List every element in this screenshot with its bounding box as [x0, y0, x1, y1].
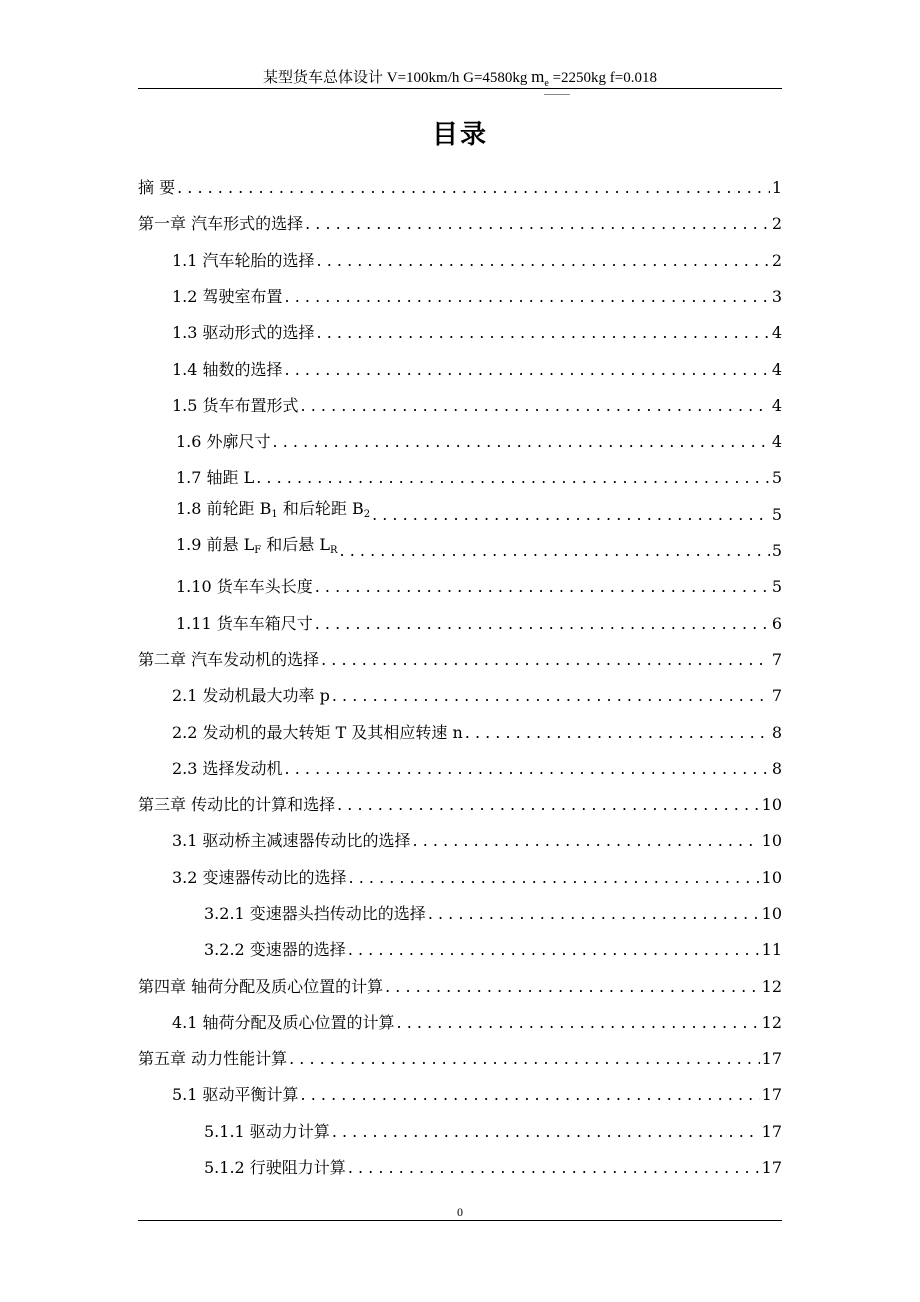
- toc-entry-page: 4: [771, 432, 782, 451]
- toc-dot-leader: [315, 614, 770, 634]
- toc-entry-page: 6: [771, 614, 782, 633]
- toc-dot-leader: [256, 468, 770, 488]
- toc-entry-page: 12: [761, 1013, 782, 1032]
- toc-entry[interactable]: [172, 815, 782, 851]
- header-me: $m_e$: [531, 67, 549, 89]
- toc-entry-page: 17: [761, 1122, 782, 1141]
- toc-entry-page: 8: [771, 759, 782, 778]
- toc-entry[interactable]: [176, 416, 782, 452]
- toc-dot-leader: [413, 831, 760, 851]
- toc-entry-page: 7: [771, 650, 782, 669]
- toc-entry-label: 3.1 驱动桥主减速器传动比的选择: [172, 831, 411, 850]
- toc-entry[interactable]: [172, 707, 782, 743]
- page-title: 目录: [431, 120, 488, 150]
- toc-dot-leader: [385, 977, 760, 997]
- toc-entry-page: 10: [761, 795, 782, 814]
- toc-entry-page: 11: [761, 940, 782, 959]
- toc-entry-label: 1.6 外廓尺寸: [176, 432, 271, 451]
- toc-dot-leader: [285, 287, 770, 307]
- toc-entry[interactable]: [138, 634, 782, 670]
- toc-entry[interactable]: [172, 235, 782, 271]
- toc-entry-page: 10: [761, 868, 782, 887]
- toc-entry-label: 2.3 选择发动机: [172, 759, 283, 778]
- toc-entry[interactable]: [172, 307, 782, 343]
- toc-dot-leader: [177, 178, 770, 198]
- toc-entry-label: 1.8 前轮距 $B_1$ 和后轮距 $B_2$: [176, 499, 371, 520]
- page-number: 0: [457, 1205, 463, 1219]
- toc-entry-label: 1.10 货车车头长度: [176, 577, 313, 596]
- toc-dot-leader: [348, 1158, 760, 1178]
- header-notch: [544, 94, 570, 95]
- toc-entry-label: 3.2.1 变速器头挡传动比的选择: [204, 904, 426, 923]
- toc-entry[interactable]: [176, 489, 782, 525]
- toc-entry-page: 5: [771, 505, 782, 524]
- toc-entry-label: 3.2 变速器传动比的选择: [172, 868, 347, 887]
- toc-dot-leader: [428, 904, 760, 924]
- toc-entry-page: 5: [771, 541, 782, 560]
- toc-entry-label: 摘 要: [138, 178, 176, 197]
- toc-entry[interactable]: [172, 344, 782, 380]
- toc-entry-page: 17: [761, 1158, 782, 1177]
- toc-entry[interactable]: [204, 888, 782, 924]
- toc-entry[interactable]: [138, 1033, 782, 1069]
- toc-dot-leader: [285, 759, 770, 779]
- footer-rule: [138, 1220, 782, 1221]
- toc-entry-label: 1.7 轴距 L: [176, 468, 255, 487]
- toc-entry-label: 4.1 轴荷分配及质心位置的计算: [172, 1013, 395, 1032]
- toc-entry-page: 12: [761, 977, 782, 996]
- toc-entry[interactable]: [204, 1106, 782, 1142]
- toc-entry-page: 10: [761, 831, 782, 850]
- toc-entry-label: 第二章 汽车发动机的选择: [138, 650, 320, 669]
- toc-entry-label: 1.1 汽车轮胎的选择: [172, 251, 315, 270]
- toc-entry-page: 4: [771, 323, 782, 342]
- toc-dot-leader: [465, 723, 770, 743]
- toc-entry-label: 2.1 发动机最大功率 p: [172, 686, 330, 705]
- toc-entry[interactable]: [204, 924, 782, 960]
- toc-entry-label: 1.4 轴数的选择: [172, 360, 283, 379]
- toc-entry-page: 8: [771, 723, 782, 742]
- toc-entry-page: 2: [771, 214, 782, 233]
- toc-dot-leader: [305, 214, 770, 234]
- toc-entry-label: 第四章 轴荷分配及质心位置的计算: [138, 977, 384, 996]
- toc-entry-page: 17: [761, 1085, 782, 1104]
- toc-entry-label: 5.1.1 驱动力计算: [204, 1122, 330, 1141]
- toc-dot-leader: [332, 1122, 760, 1142]
- toc-entry-page: 10: [761, 904, 782, 923]
- toc-entry[interactable]: [172, 852, 782, 888]
- toc-entry-page: 3: [771, 287, 782, 306]
- toc-entry[interactable]: [172, 997, 782, 1033]
- running-header: [138, 68, 782, 93]
- header-prefix: 某型货车总体设计 V=100km/h G=4580kg: [262, 70, 532, 86]
- toc-entry-label: 5.1 驱动平衡计算: [172, 1085, 299, 1104]
- toc-dot-leader: [372, 505, 770, 525]
- toc-entry[interactable]: [176, 561, 782, 597]
- toc-entry-page: 5: [771, 577, 782, 596]
- toc-dot-leader: [301, 1085, 760, 1105]
- toc-entry-page: 17: [761, 1049, 782, 1068]
- toc-entry[interactable]: [176, 525, 782, 561]
- toc-dot-leader: [349, 868, 760, 888]
- toc-dot-leader: [301, 396, 770, 416]
- toc-entry-label: 1.9 前悬 $L_F$ 和后悬 $L_R$: [176, 535, 338, 556]
- toc-dot-leader: [397, 1013, 760, 1033]
- toc-entry-label: 1.3 驱动形式的选择: [172, 323, 315, 342]
- toc-entry-page: 7: [771, 686, 782, 705]
- toc-dot-leader: [337, 795, 760, 815]
- toc-entry[interactable]: [138, 198, 782, 234]
- toc-entry[interactable]: [138, 961, 782, 997]
- header-rule: [138, 88, 782, 89]
- toc-entry-page: 4: [771, 360, 782, 379]
- toc-dot-leader: [285, 360, 770, 380]
- toc-entry[interactable]: [172, 743, 782, 779]
- toc-entry[interactable]: [138, 162, 782, 198]
- toc-entry-label: 第一章 汽车形式的选择: [138, 214, 304, 233]
- toc-dot-leader: [317, 323, 770, 343]
- toc-entry-label: 第五章 动力性能计算: [138, 1049, 288, 1068]
- toc-entry-label: 1.5 货车布置形式: [172, 396, 299, 415]
- toc-entry[interactable]: [176, 598, 782, 634]
- toc-entry-page: 5: [771, 468, 782, 487]
- toc-dot-leader: [289, 1049, 760, 1069]
- toc-entry-page: 2: [771, 251, 782, 270]
- toc-entry[interactable]: [172, 670, 782, 706]
- toc-entry[interactable]: [176, 452, 782, 488]
- toc-entry[interactable]: [138, 779, 782, 815]
- toc-dot-leader: [315, 577, 770, 597]
- toc-entry[interactable]: [172, 1069, 782, 1105]
- toc-entry-label: 5.1.2 行驶阻力计算: [204, 1158, 346, 1177]
- toc-dot-leader: [317, 251, 770, 271]
- toc-dot-leader: [348, 940, 760, 960]
- toc-dot-leader: [332, 686, 770, 706]
- toc-entry-label: 第三章 传动比的计算和选择: [138, 795, 336, 814]
- toc-entry-label: 3.2.2 变速器的选择: [204, 940, 346, 959]
- toc-entry-label: 1.2 驾驶室布置: [172, 287, 283, 306]
- toc-entry[interactable]: [172, 271, 782, 307]
- toc-entry[interactable]: [204, 1142, 782, 1178]
- toc-dot-leader: [273, 432, 770, 452]
- toc-dot-leader: [340, 541, 770, 561]
- toc-entry[interactable]: [172, 380, 782, 416]
- toc-entry-page: 4: [771, 396, 782, 415]
- header-suffix: =2250kg f=0.018: [548, 70, 658, 86]
- toc-entry-page: 1: [771, 178, 782, 197]
- toc-entry-label: 1.11 货车车箱尺寸: [176, 614, 313, 633]
- toc-entry-label: 2.2 发动机的最大转矩 T 及其相应转速 n: [172, 723, 463, 742]
- toc-dot-leader: [321, 650, 770, 670]
